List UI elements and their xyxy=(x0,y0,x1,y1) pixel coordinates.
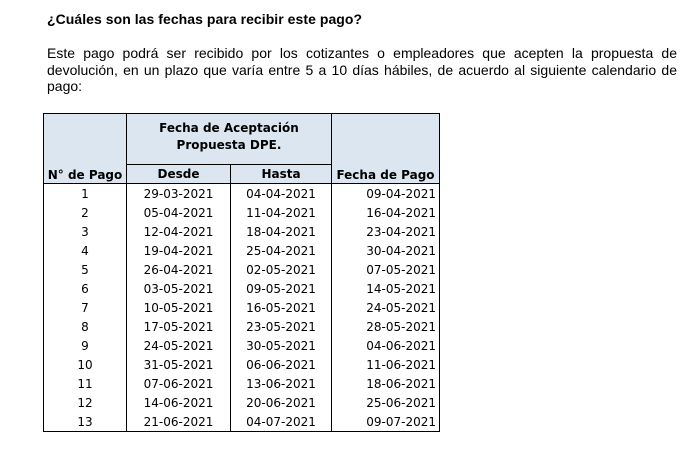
cell-payment-date: 18-06-2021 xyxy=(332,374,440,393)
cell-to-date: 23-05-2021 xyxy=(231,317,332,336)
table-row xyxy=(44,298,440,317)
cell-payment-date: 09-04-2021 xyxy=(332,184,440,204)
table-row xyxy=(44,241,440,260)
cell-payment-number: 4 xyxy=(44,241,127,260)
cell-payment-number: 11 xyxy=(44,374,127,393)
cell-payment-number: 3 xyxy=(44,222,127,241)
cell-payment-date: 25-06-2021 xyxy=(332,393,440,412)
table-row xyxy=(44,279,440,298)
cell-from-date: 17-05-2021 xyxy=(127,317,231,336)
header-from: Desde xyxy=(127,165,231,184)
cell-to-date: 04-04-2021 xyxy=(231,184,332,204)
cell-payment-number: 2 xyxy=(44,203,127,222)
cell-payment-number: 12 xyxy=(44,393,127,412)
payment-calendar-table xyxy=(43,113,440,432)
table-row xyxy=(44,336,440,355)
cell-payment-date: 11-06-2021 xyxy=(332,355,440,374)
cell-payment-number: 7 xyxy=(44,298,127,317)
cell-from-date: 05-04-2021 xyxy=(127,203,231,222)
header-payment-date: Fecha de Pago xyxy=(332,114,440,184)
cell-payment-date: 04-06-2021 xyxy=(332,336,440,355)
cell-to-date: 18-04-2021 xyxy=(231,222,332,241)
cell-payment-date: 16-04-2021 xyxy=(332,203,440,222)
cell-to-date: 30-05-2021 xyxy=(231,336,332,355)
table-row xyxy=(44,203,440,222)
cell-from-date: 14-06-2021 xyxy=(127,393,231,412)
cell-to-date: 25-04-2021 xyxy=(231,241,332,260)
cell-payment-date: 30-04-2021 xyxy=(332,241,440,260)
table-row xyxy=(44,374,440,393)
cell-to-date: 11-04-2021 xyxy=(231,203,332,222)
cell-payment-date: 14-05-2021 xyxy=(332,279,440,298)
header-payment-number: N° de Pago xyxy=(44,114,127,184)
cell-payment-number: 6 xyxy=(44,279,127,298)
cell-payment-number: 5 xyxy=(44,260,127,279)
cell-payment-number: 8 xyxy=(44,317,127,336)
cell-payment-number: 13 xyxy=(44,412,127,432)
cell-payment-number: 1 xyxy=(44,184,127,204)
cell-payment-date: 23-04-2021 xyxy=(332,222,440,241)
cell-from-date: 10-05-2021 xyxy=(127,298,231,317)
table-row xyxy=(44,317,440,336)
table-row xyxy=(44,355,440,374)
cell-payment-date: 24-05-2021 xyxy=(332,298,440,317)
cell-from-date: 12-04-2021 xyxy=(127,222,231,241)
section-heading: ¿Cuáles son las fechas para recibir este pago? xyxy=(47,11,363,27)
cell-from-date: 24-05-2021 xyxy=(127,336,231,355)
table-body xyxy=(44,184,440,432)
cell-from-date: 29-03-2021 xyxy=(127,184,231,204)
cell-payment-date: 28-05-2021 xyxy=(332,317,440,336)
table-row xyxy=(44,412,440,432)
cell-payment-number: 9 xyxy=(44,336,127,355)
cell-to-date: 04-07-2021 xyxy=(231,412,332,432)
cell-to-date: 20-06-2021 xyxy=(231,393,332,412)
cell-to-date: 02-05-2021 xyxy=(231,260,332,279)
table-row xyxy=(44,184,440,204)
cell-to-date: 16-05-2021 xyxy=(231,298,332,317)
cell-payment-date: 07-05-2021 xyxy=(332,260,440,279)
cell-from-date: 21-06-2021 xyxy=(127,412,231,432)
cell-to-date: 09-05-2021 xyxy=(231,279,332,298)
cell-from-date: 26-04-2021 xyxy=(127,260,231,279)
table-row xyxy=(44,222,440,241)
table-row xyxy=(44,260,440,279)
intro-paragraph: Este pago podrá ser recibido por los cotizantes o empleadores que acepten la propuesta de devolución, en un plazo que varía entre 5 a 10 días hábiles, de acuerdo al siguiente calendario de pago: xyxy=(47,45,677,94)
cell-payment-date: 09-07-2021 xyxy=(332,412,440,432)
cell-from-date: 31-05-2021 xyxy=(127,355,231,374)
cell-to-date: 06-06-2021 xyxy=(231,355,332,374)
cell-to-date: 13-06-2021 xyxy=(231,374,332,393)
cell-from-date: 07-06-2021 xyxy=(127,374,231,393)
cell-from-date: 03-05-2021 xyxy=(127,279,231,298)
cell-from-date: 19-04-2021 xyxy=(127,241,231,260)
table-row xyxy=(44,393,440,412)
cell-payment-number: 10 xyxy=(44,355,127,374)
header-acceptance-date-group: Fecha de Aceptación Propuesta DPE. xyxy=(127,114,332,165)
header-to: Hasta xyxy=(231,165,332,184)
